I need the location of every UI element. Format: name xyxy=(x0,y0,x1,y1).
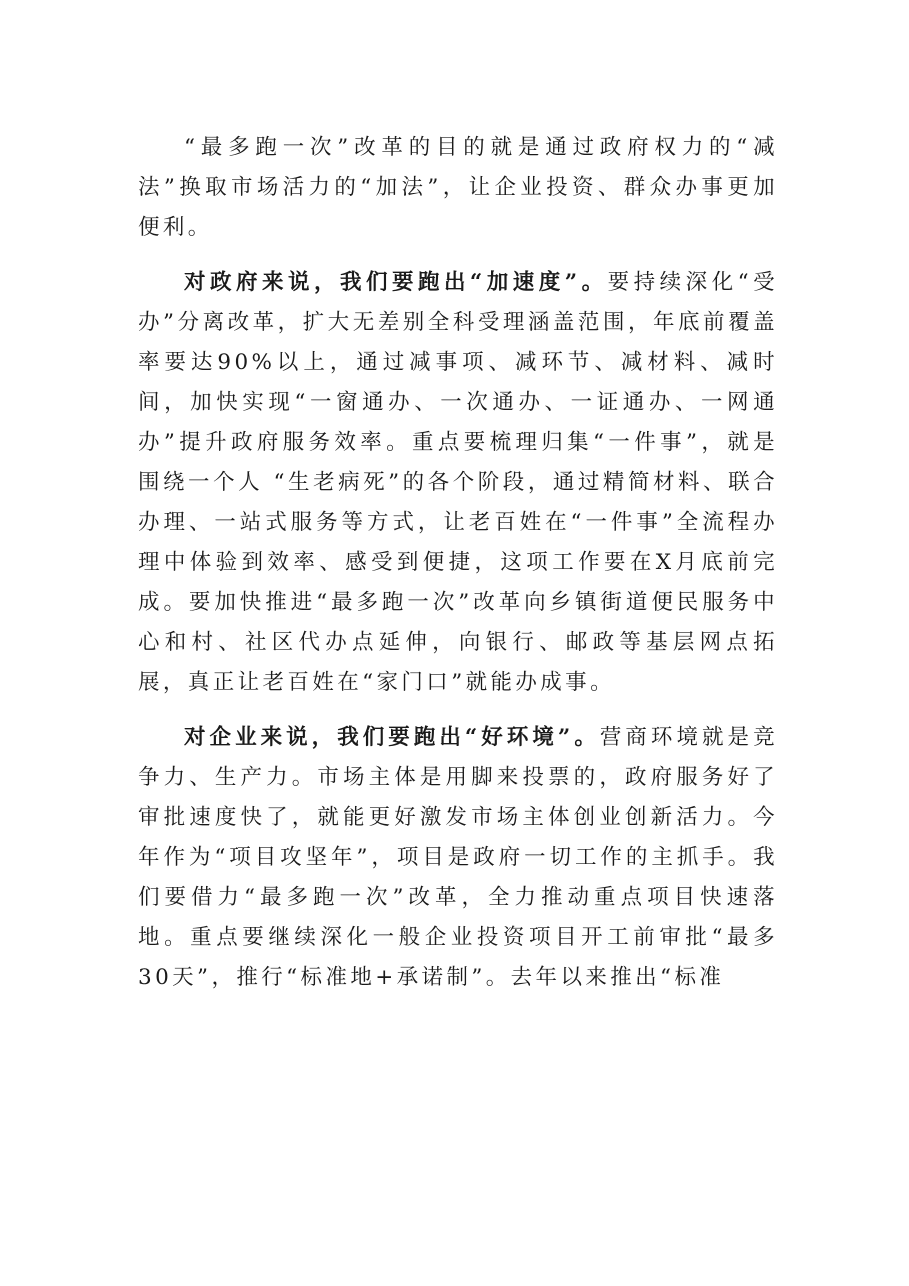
paragraph-enterprise xyxy=(138,718,778,998)
paragraph-lead: 对政府来说，我们要跑出“加速度”。 xyxy=(184,270,608,295)
paragraph-lead: 对企业来说，我们要跑出“好环境”。 xyxy=(184,725,600,750)
document-body xyxy=(138,128,778,998)
paragraph-intro xyxy=(138,128,778,248)
paragraph-text: 营商环境就是竞争力、生产力。市场主体是用脚来投票的，政府服务好了审批速度快了，就能更好激发市场主体创业创新活力。今年作为“项目攻坚年”，项目是政府一切工作的主抓手。我们要借力“最多跑一次”改革，全力推动重点项目快速落地。重点要继续深化一般企业投资项目开工前审批“最多30天”，推行“标准地+承诺制”。去年以来推出“标准 xyxy=(138,725,778,990)
paragraph-government xyxy=(138,263,778,703)
paragraph-text: “最多跑一次”改革的目的就是通过政府权力的“减法”换取市场活力的“加法”，让企业投资、群众办事更加便利。 xyxy=(138,135,778,240)
paragraph-text: 要持续深化“受办”分离改革，扩大无差别全科受理涵盖范围，年底前覆盖率要达90%以上，通过减事项、减环节、减材料、减时间，加快实现“一窗通办、一次通办、一证通办、一网通办”提升政府服务效率。重点要梳理归集“一件事”，就是围绕一个人 “生老病死”的各个阶段，通过精简材料、联合办理、一站式服务等方式，让老百姓在“一件事”全流程办理中体验到效率、感受到便捷，这项工作要在X月底前完成。要加快推进“最多跑一次”改革向乡镇街道便民服务中心和村、社区代办点延伸，向银行、邮政等基层网点拓展，真正让老百姓在“家门口”就能办成事。 xyxy=(138,270,778,695)
